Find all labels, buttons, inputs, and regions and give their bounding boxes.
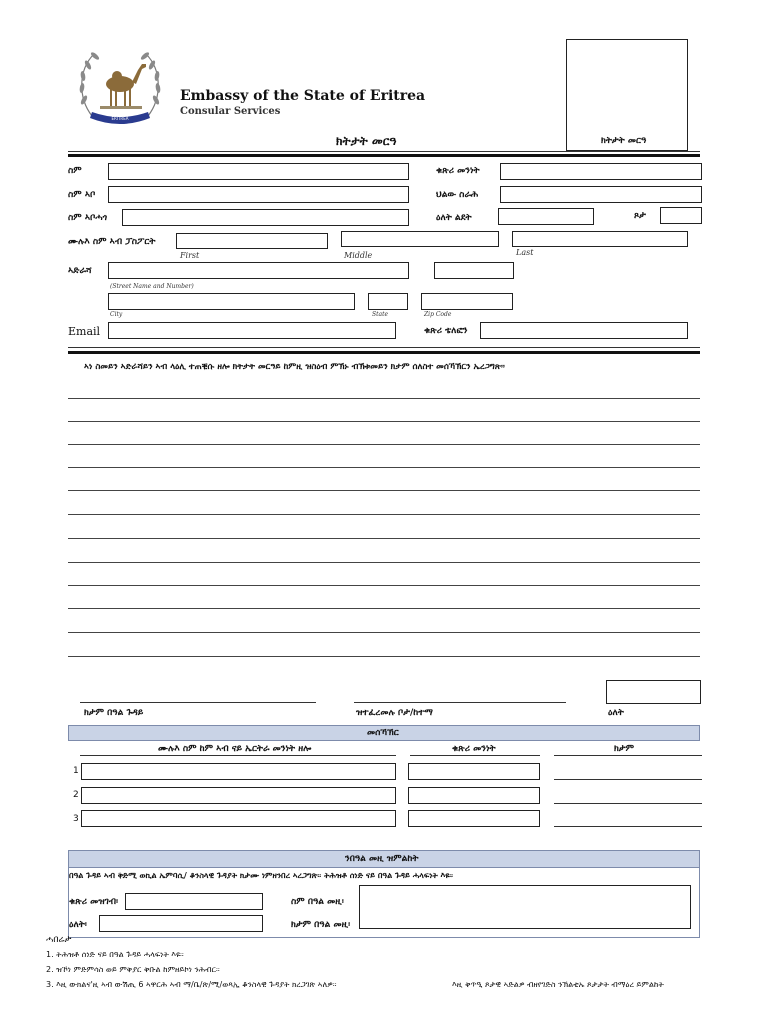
declaration-line[interactable] xyxy=(68,632,700,633)
email-label: Email xyxy=(68,325,101,338)
witness-name-field[interactable] xyxy=(81,787,396,804)
witness-row-number: 2 xyxy=(73,790,79,800)
notes-heading: ሓበሬታ xyxy=(46,935,72,945)
declaration-line[interactable] xyxy=(68,538,700,539)
name-field[interactable] xyxy=(108,163,409,180)
witness-col-name: ሙሉእ ስም ከም ኣብ ናይ ኤርትራ መንነት ዘሎ xyxy=(158,744,312,754)
passport-name-label: ሙሉእ ስም ኣብ ፓስፖርት xyxy=(68,237,156,247)
street-hint: (Street Name and Number) xyxy=(110,283,194,290)
street-field[interactable] xyxy=(108,262,409,279)
witness-row-number: 3 xyxy=(73,814,79,824)
date-field[interactable] xyxy=(606,680,701,704)
place-line[interactable] xyxy=(354,702,566,703)
declaration-line[interactable] xyxy=(68,656,700,657)
declaration-line[interactable] xyxy=(68,514,700,515)
info-rule-thick xyxy=(68,351,700,354)
witness-name-field[interactable] xyxy=(81,810,396,827)
city-hint: City xyxy=(110,311,123,318)
city-field[interactable] xyxy=(108,293,355,310)
middle-hint: Middle xyxy=(344,251,373,260)
phone-label: ቁጽሪ ቴለፎን xyxy=(424,326,468,336)
grandfather-name-field[interactable] xyxy=(122,209,409,226)
declaration-line[interactable] xyxy=(68,608,700,609)
officer-details-box[interactable] xyxy=(359,885,691,929)
place-label: ዝተፈረመሉ ቦታ/ከተማ xyxy=(356,708,433,718)
witness-row-number: 1 xyxy=(73,766,79,776)
email-field[interactable] xyxy=(108,322,396,339)
state-field[interactable] xyxy=(368,293,408,310)
father-name-label: ስም ኣቦ xyxy=(68,190,96,200)
sex-field[interactable] xyxy=(660,207,702,224)
applicant-signature-label: ክታም በዓል ጉዳይ xyxy=(84,708,144,718)
birth-date-field[interactable] xyxy=(498,208,594,225)
witness-col-id-rule xyxy=(410,755,540,756)
first-name-field[interactable] xyxy=(176,233,328,249)
father-name-field[interactable] xyxy=(108,186,409,203)
occupation-field[interactable] xyxy=(500,186,702,203)
embassy-title: Embassy of the State of Eritrea xyxy=(180,88,426,104)
note-item: 1. ትሕዝቶ ሰነድ ናይ በዓል ጉዳይ ሓላፍነት እዩ። xyxy=(46,950,184,959)
address-extra-field[interactable] xyxy=(434,262,514,279)
zip-field[interactable] xyxy=(421,293,513,310)
official-note: በዓል ጉዳይ ኣብ ቅድሚ ወኪል ኤምባሲ/ ቆንስላዊ ጉዳያት ክታሙ ነምዘንበረ ኣረጋግጽ። ትሕዝቶ ሰነድ ናይ በዓል ጉዳይ ሓላፍነት እዩ። xyxy=(69,871,454,880)
declaration-line[interactable] xyxy=(68,398,700,399)
officer-name-label: ስም በዓል መዚ፡ xyxy=(291,897,344,907)
date-label: ዕለት xyxy=(608,708,624,718)
witness-signature-line[interactable] xyxy=(554,826,702,827)
witness-signature-line[interactable] xyxy=(554,779,702,780)
embassy-seal xyxy=(72,36,168,132)
last-hint: Last xyxy=(516,248,534,257)
zip-hint: Zip Code xyxy=(424,311,452,318)
id-number-field[interactable] xyxy=(500,163,702,180)
declaration-line[interactable] xyxy=(68,490,700,491)
header-rule-thick xyxy=(68,154,700,157)
consular-subtitle: Consular Services xyxy=(180,106,281,117)
register-no-label: ቁጽሪ መዝገብ፡ xyxy=(69,897,119,907)
sex-label: ጾታ xyxy=(634,211,646,221)
declaration-text: ኣነ ስመይን ኣድራሻይን ኣብ ላዕሊ ተጠቒሱ ዘሎ ክትታት መርዓይ ከምዚ ዝስዕብ ምኽኑ ብኽቱመይን ክታም ሰለስተ መሰኻኽርን ኤረጋግጽ። xyxy=(84,362,505,372)
witness-section-title: መሰኻኽር xyxy=(367,728,399,738)
declaration-line[interactable] xyxy=(68,585,700,586)
witness-col-id: ቁጽሪ መንነት xyxy=(452,744,496,754)
register-no-field[interactable] xyxy=(125,893,263,910)
first-hint: First xyxy=(180,251,200,260)
address-label: ኣድራሻ xyxy=(68,266,92,276)
witness-section-header xyxy=(68,725,700,741)
witness-col-name-rule xyxy=(80,755,396,756)
birth-date-label: ዕለት ልደት xyxy=(436,213,472,223)
officer-signature-label: ክታም በዓል መዚ፡ xyxy=(291,920,351,930)
note-item: 2. ዝኾነ ምድምሳስ ወይ ምቅያር ቅቡል ከምዘይኮነ ንሕብር። xyxy=(46,965,220,974)
header-rule-thin xyxy=(68,151,700,152)
witness-id-field[interactable] xyxy=(408,810,540,827)
name-label: ስም xyxy=(68,166,82,176)
witness-id-field[interactable] xyxy=(408,787,540,804)
witness-signature-line[interactable] xyxy=(554,803,702,804)
declaration-line[interactable] xyxy=(68,444,700,445)
photo-caption: ክትታት መርዓ xyxy=(601,136,647,146)
declaration-line[interactable] xyxy=(68,562,700,563)
applicant-signature-line[interactable] xyxy=(80,702,316,703)
official-use-title: ንበዓል መዚ ዝምልከት xyxy=(345,854,419,864)
witness-col-signature-rule xyxy=(554,755,702,756)
grandfather-name-label: ስም ኣቦሓጎ xyxy=(68,213,108,223)
phone-field[interactable] xyxy=(480,322,688,339)
official-use-section xyxy=(68,850,700,938)
id-number-label: ቁጽሪ መንነት xyxy=(436,166,480,176)
official-use-header xyxy=(69,851,699,868)
occupation-label: ህልው ስራሕ xyxy=(436,190,479,200)
state-hint: State xyxy=(372,311,389,318)
official-date-field[interactable] xyxy=(99,915,263,932)
photo-box[interactable] xyxy=(566,39,688,151)
form-title: ክትታት መርዓ xyxy=(336,134,397,148)
witness-col-signature: ክታም xyxy=(614,744,635,754)
svg-text:ERITREA: ERITREA xyxy=(111,116,129,121)
witness-name-field[interactable] xyxy=(81,763,396,780)
declaration-line[interactable] xyxy=(68,467,700,468)
declaration-line[interactable] xyxy=(68,421,700,422)
note-item: 3. እዚ ውክልና'ዚ ኣብ ውሽጢ 6 ኣዋርሕ ኣብ ማ/ቤ/ጽ/ሚ/ወጻኢ ቆንስላዊ ጉዳያት ክረጋገጽ ኣለዎ። xyxy=(46,980,337,989)
info-rule-thin xyxy=(68,347,700,348)
gender-note: እዚ ቅጥዒ ጾታዊ ኣድልዎ ብዘየገድስ ንኽልቲኡ ጾታታት ብማዕረ ይምልከት xyxy=(452,980,664,989)
official-date-label: ዕለት፡ xyxy=(69,920,87,930)
middle-name-field[interactable] xyxy=(341,231,499,247)
witness-id-field[interactable] xyxy=(408,763,540,780)
last-name-field[interactable] xyxy=(512,231,688,247)
